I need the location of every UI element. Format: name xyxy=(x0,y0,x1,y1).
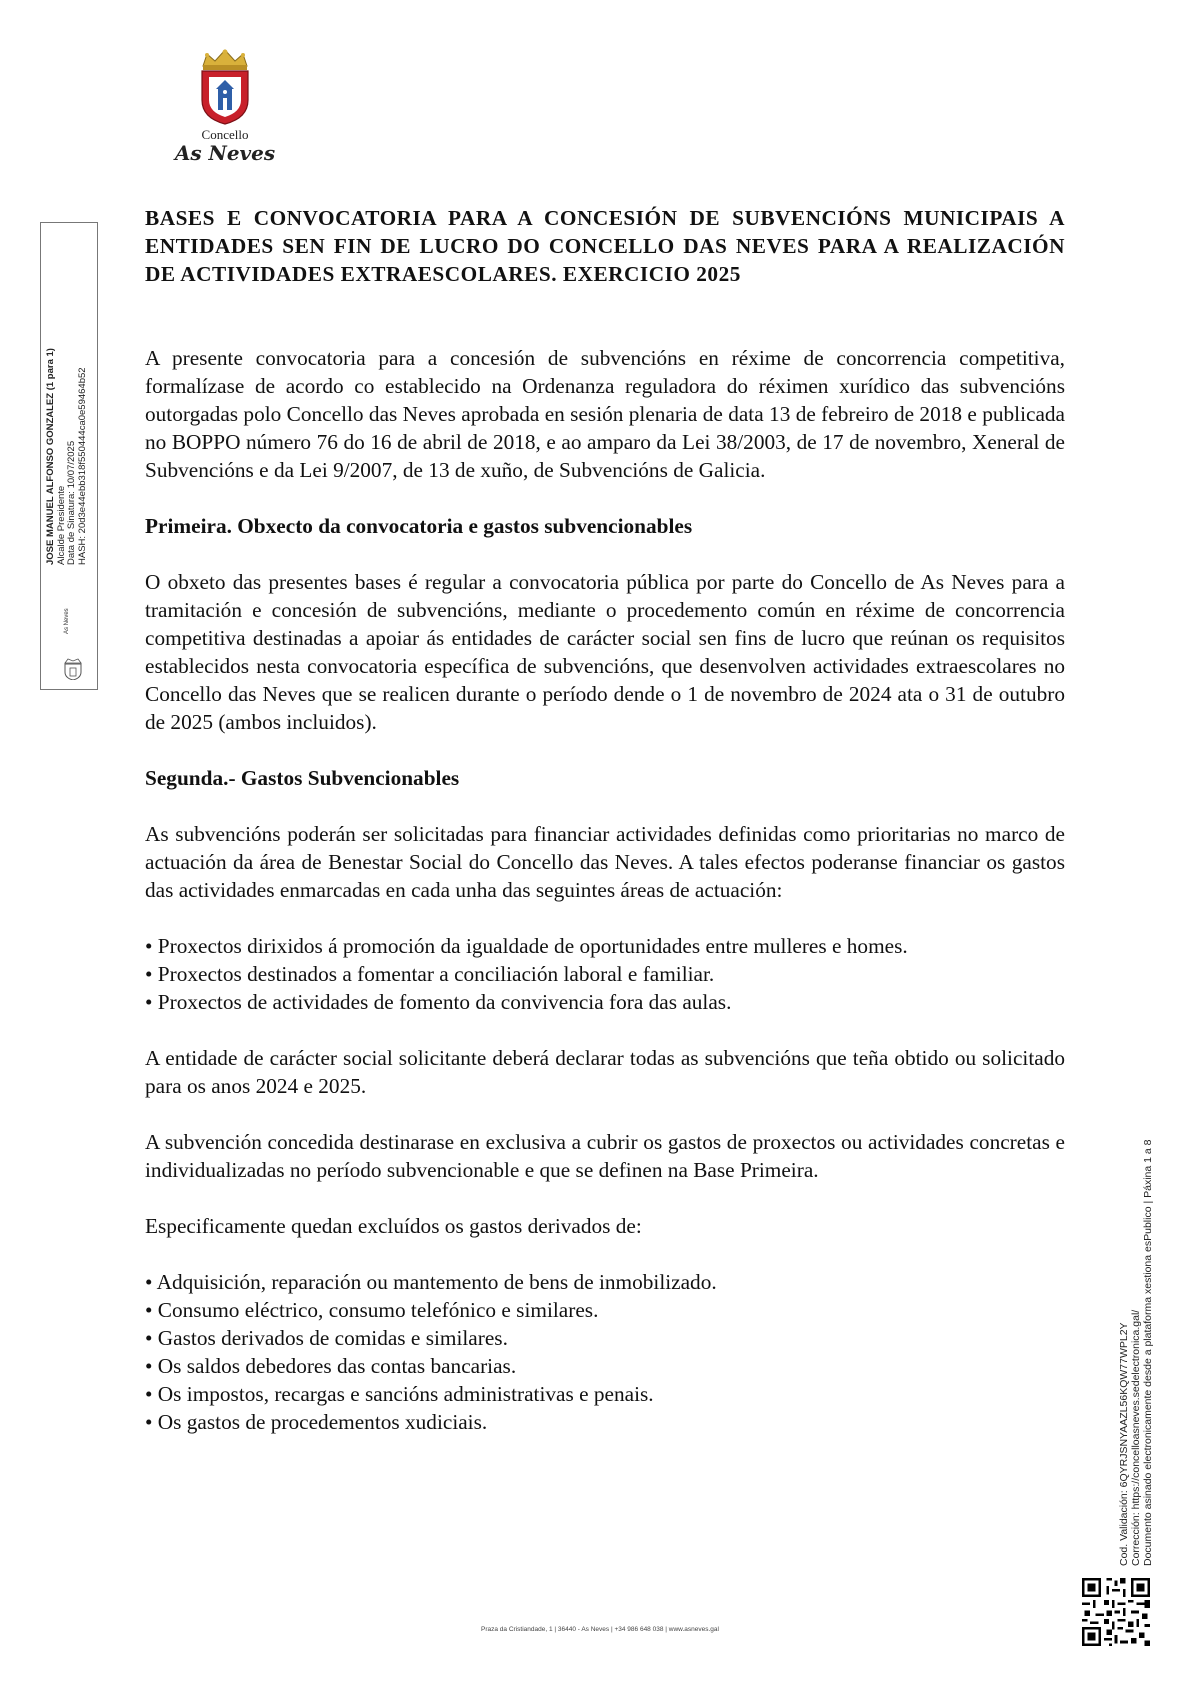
signature-hash: HASH: 20d3e44ebb318f550444ca0e59464b52 xyxy=(76,367,88,565)
excluded-intro: Especificamente quedan excluídos os gastos derivados de: xyxy=(145,1214,642,1238)
qr-code-icon[interactable] xyxy=(1082,1578,1150,1646)
section1-heading: Primeira. Obxecto da convocatoria e gastos subvencionables xyxy=(145,514,693,538)
mini-coat-of-arms-icon xyxy=(62,638,84,680)
logo-concello-text: Concello xyxy=(201,127,249,142)
section1-body: O obxeto das presentes bases é regular a convocatoria pública por parte do Concello de As Neves para a tramitación e concesión de subvencións, mediante o procedemento común en réxime de concorrencia competitiva destinadas a apoiar ás entidades de carácter social sen fins de lucro que reúnan os requisitos establecidos nesta convocatoria específica de subvencións, que desenvolven actividades extraescolares no Concello das Neves que se realicen durante o período dende o 1 de novembro de 2024 ata o 31 de outubro de 2025 (ambos incluidos). xyxy=(145,570,1065,734)
declaration-paragraph: A entidade de carácter social solicitante deberá declarar todas as subvencións que teña obtido ou solicitado para os anos 2024 e 2025. xyxy=(145,1046,1065,1098)
list-item: • Adquisición, reparación ou mantemento de bens de inmobilizado. xyxy=(145,1270,717,1294)
validation-code: Cod. Validación: 6QYRJSNYAAZL56KQW77WPL2Y xyxy=(1118,1322,1130,1566)
list-item: • Proxectos de actividades de fomento da convivencia fora das aulas. xyxy=(145,990,732,1014)
validation-document-info: Documento asinado electronicamente desde a plataforma xestiona esPublico | Páxina 1 a 8 xyxy=(1142,1139,1154,1566)
list-item: • Os saldos debedores das contas bancarias. xyxy=(145,1354,517,1378)
excluded-expenses-list xyxy=(145,1268,1065,1436)
list-item: • Consumo eléctrico, consumo telefónico e similares. xyxy=(145,1298,599,1322)
signature-stamp-text xyxy=(46,333,88,565)
mini-logo-label: As Neves xyxy=(64,608,70,634)
signature-date: Data de Sinatura: 10/07/2025 xyxy=(66,440,77,565)
validation-url[interactable]: Corrección: https://concelloasneves.sedelectronica.gal/ xyxy=(1130,1309,1142,1566)
validation-text xyxy=(1118,1086,1154,1566)
section2-heading: Segunda.- Gastos Subvencionables xyxy=(145,766,460,790)
signer-role: Alcalde Presidente xyxy=(55,485,67,565)
list-item: • Gastos derivados de comidas e similares. xyxy=(145,1326,508,1350)
list-item: • Os impostos, recargas e sancións administrativas e penais. xyxy=(145,1382,654,1406)
exclusive-paragraph: A subvención concedida destinarase en exclusiva a cubrir os gastos de proxectos ou actividades concretas e individualizadas no período subvencionable e que se definen na Base Primeira. xyxy=(145,1130,1065,1182)
list-item: • Proxectos dirixidos á promoción da igualdade de oportunidades entre mulleres e homes. xyxy=(145,934,908,958)
section2-body: As subvencións poderán ser solicitadas para financiar actividades definidas como prioritarias no marco de actuación da área de Benestar Social do Concello das Neves. A tales efectos poderanse financiar os gastos das actividades enmarcadas en cada unha das seguintes áreas de actuación: xyxy=(145,822,1065,902)
list-item: • Os gastos de procedementos xudiciais. xyxy=(145,1410,488,1434)
coat-of-arms-icon xyxy=(193,48,257,126)
intro-paragraph: A presente convocatoria para a concesión de subvencións en réxime de concorrencia competitiva, formalízase de acordo co establecido na Ordenanza reguladora do réximen xurídico das subvencións outorgadas polo Concello das Neves aprobada en sesión plenaria de data 13 de febreiro de 2018 e publicada no BOPPO número 76 do 16 de abril de 2018, e ao amparo da Lei 38/2003, de 17 de novembro, Xeneral de Subvencións e da Lei 9/2007, de 13 de xuño, de Subvencións de Galicia. xyxy=(145,346,1065,482)
signer-name: JOSE MANUEL ALFONSO GONZALEZ (1 para 1) xyxy=(45,348,56,565)
concello-logo xyxy=(170,48,280,165)
actuation-areas-list xyxy=(145,932,1065,1016)
document-title: BASES E CONVOCATORIA PARA A CONCESIÓN DE SUBVENCIÓNS MUNICIPAIS A ENTIDADES SEN FIN DE LUCRO DO CONCELLO DAS NEVES PARA A REALIZACIÓN DE ACTIVIDADES EXTRAESCOLARES. EXERCICIO 2025 xyxy=(145,206,1065,286)
page-footer: Praza da Cristiandade, 1 | 36440 - As Neves | +34 986 648 038 | www.asneves.gal xyxy=(481,1626,719,1633)
logo-town-text: As Neves xyxy=(174,141,276,165)
list-item: • Proxectos destinados a fomentar a conciliación laboral e familiar. xyxy=(145,962,715,986)
document-body xyxy=(145,204,1065,1436)
